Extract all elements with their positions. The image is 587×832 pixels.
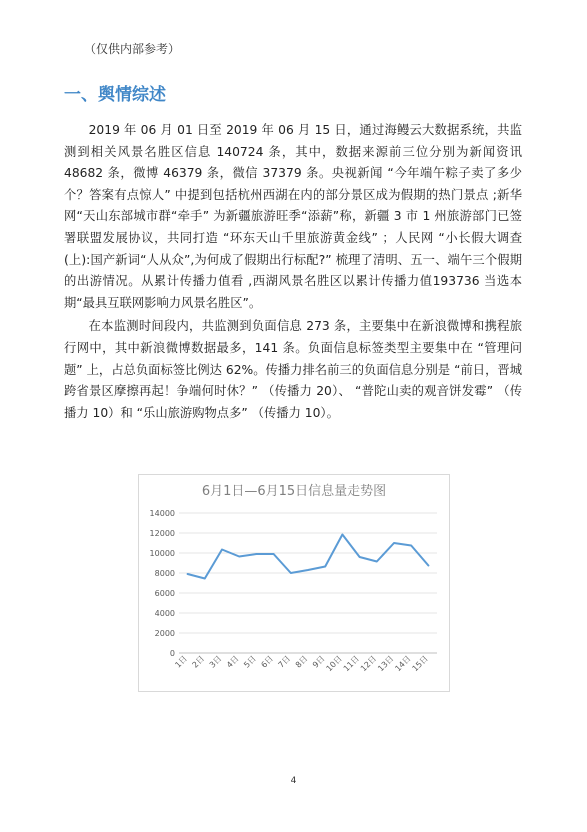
y-tick-label: 10000	[149, 549, 175, 558]
paragraph-summary: 2019 年 06 月 01 日至 2019 年 06 月 15 日，通过海鳗云大数据系统，共监测到相关风景名胜区信息 140724 条，其中，数据来源前三位分别为新闻资讯 48682 条，微博 46379 条，微信 37379 条。央视新闻 “今年端午粽子卖了多少个？答案有点惊人” 中提到包括杭州西湖在内的部分景区成为假期的热门景点 ;新华网“天山东部城市群“牵手” 为新疆旅游旺季“添薪”称，新疆 3 市 1 州旅游部门已签署联盟发展协议，共同打造 “环东天山千里旅游黄金线” ；人民网 “小长假大调查(上):国产新词“人从众”,为何成了假期出行标配?” 梳理了清明、五一、端午三个假期的出游情况。从累计传播力值看 ,西湖风景名胜区以累计传播力值193736 当选本期“最具互联网影响力风景名胜区”。	[64, 123, 522, 310]
trend-chart-svg	[139, 475, 449, 691]
x-tick-label: 14日	[393, 654, 413, 674]
y-tick-label: 14000	[149, 509, 175, 518]
x-tick-label: 11日	[341, 654, 362, 674]
x-tick-label: 13日	[376, 654, 396, 674]
x-tick-label: 7日	[276, 654, 293, 670]
chart-x-axis	[173, 654, 429, 673]
x-tick-label: 1日	[173, 654, 190, 670]
y-tick-label: 4000	[154, 609, 175, 618]
chart-series	[188, 534, 429, 578]
chart-y-axis	[150, 509, 175, 658]
x-tick-label: 3日	[207, 654, 224, 670]
x-tick-label: 12日	[358, 654, 379, 674]
header-note: （仅供内部参考）	[84, 42, 181, 56]
chart-title: 6月1日—6月15日信息量走势图	[201, 484, 387, 499]
chart-grid	[179, 513, 437, 653]
x-tick-label: 15日	[410, 654, 430, 674]
x-tick-label: 6日	[259, 654, 276, 670]
series-line	[188, 535, 429, 579]
x-tick-label: 10日	[324, 654, 344, 674]
paragraph-negative: 在本监测时间段内，共监测到负面信息 273 条，主要集中在新浪微博和携程旅行网中，其中新浪微博数据最多，141 条。负面信息标签类型主要集中在 “管理问题” 上，占总负面标签比例达 62%。传播力排名前三的负面信息分别是 “前日，晋城跨省景区摩擦再起！争端何时休？” （传播力 20）、 “普陀山卖的观音饼发霉” （传播力 10）和 “乐山旅游购物点多” （传播力 10）。	[64, 319, 522, 420]
y-tick-label: 12000	[149, 529, 175, 538]
x-tick-label: 2日	[190, 654, 207, 670]
y-tick-label: 6000	[154, 589, 175, 598]
page-number: 4	[290, 776, 297, 786]
y-tick-label: 0	[169, 649, 175, 658]
x-tick-label: 4日	[224, 654, 241, 670]
body-text	[64, 120, 522, 424]
y-tick-label: 2000	[154, 629, 175, 638]
x-tick-label: 9日	[310, 654, 327, 670]
x-tick-label: 5日	[242, 654, 258, 670]
trend-chart	[138, 474, 450, 692]
x-tick-label: 8日	[293, 654, 310, 670]
section-title: 一、舆情综述	[64, 85, 166, 105]
y-tick-label: 8000	[154, 569, 175, 578]
